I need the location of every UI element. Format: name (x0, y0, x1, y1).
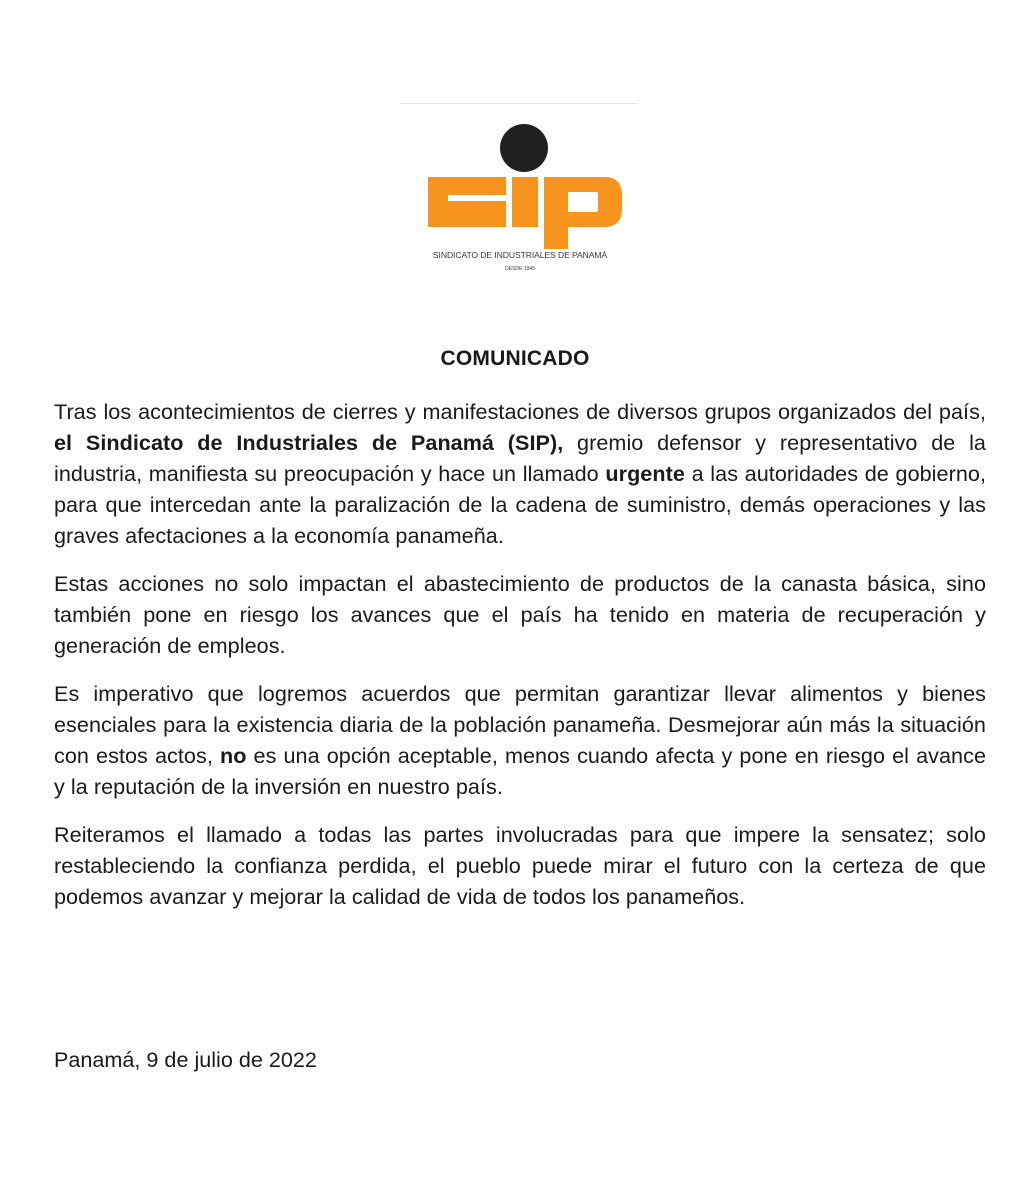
paragraph-text: a las autoridades de gobierno, para que intercedan ante la paralización de la cadena de suministro, demás operaciones y las graves afectaciones a la economía panameña. (54, 461, 987, 548)
logo-letter-i (512, 177, 538, 227)
paragraph-text: Tras los acontecimientos de cierres y manifestaciones de diversos grupos organizados del país, (54, 399, 986, 424)
paragraph-3 (54, 678, 986, 802)
paragraph-bold-text: no (219, 743, 247, 768)
sip-logo (400, 104, 640, 284)
paragraph-bold-text: el Sindicato de Industriales de Panamá (SIP), (54, 430, 564, 455)
paragraph-text: gremio defensor y representativo de la industria, manifiesta su preocupación y hace un llamado (54, 430, 986, 486)
logo-since-year: DESDE 1945 (505, 266, 535, 272)
logo-organization-name: SINDICATO DE INDUSTRIALES DE PANAMÁ (432, 250, 608, 260)
document-body (54, 396, 986, 912)
paragraph-text: es una opción aceptable, menos cuando afecta y pone en riesgo el avance y la reputación de la inversión en nuestro país. (54, 743, 986, 799)
paragraph-4 (54, 819, 986, 912)
page-title: COMUNICADO (440, 347, 590, 370)
paragraph-bold-text: urgente (605, 461, 685, 486)
paragraph-1 (54, 396, 986, 551)
logo-letter-p (544, 177, 622, 249)
paragraph-text: Reiteramos el llamado a todas las partes involucradas para que impere la sensatez; solo restableciendo la confianza perdida, el pueblo puede mirar el futuro con la certeza de que podemos avanzar y mejorar la calidad de vida de todos los panameños. (54, 822, 986, 909)
signoff-place-date: Panamá, 9 de julio de 2022 (54, 1047, 317, 1072)
logo-letter-s (428, 177, 506, 227)
logo-dot (500, 124, 548, 172)
paragraph-text: Es imperativo que logremos acuerdos que permitan garantizar llevar alimentos y bienes esenciales para la existencia diaria de la población panameña. Desmejorar aún más la situación con estos actos, (54, 681, 986, 768)
paragraph-text: Estas acciones no solo impactan el abastecimiento de productos de la canasta básica, sino también pone en riesgo los avances que el país ha tenido en materia de recuperación y generación de empleos. (54, 571, 986, 658)
paragraph-2 (54, 568, 986, 661)
